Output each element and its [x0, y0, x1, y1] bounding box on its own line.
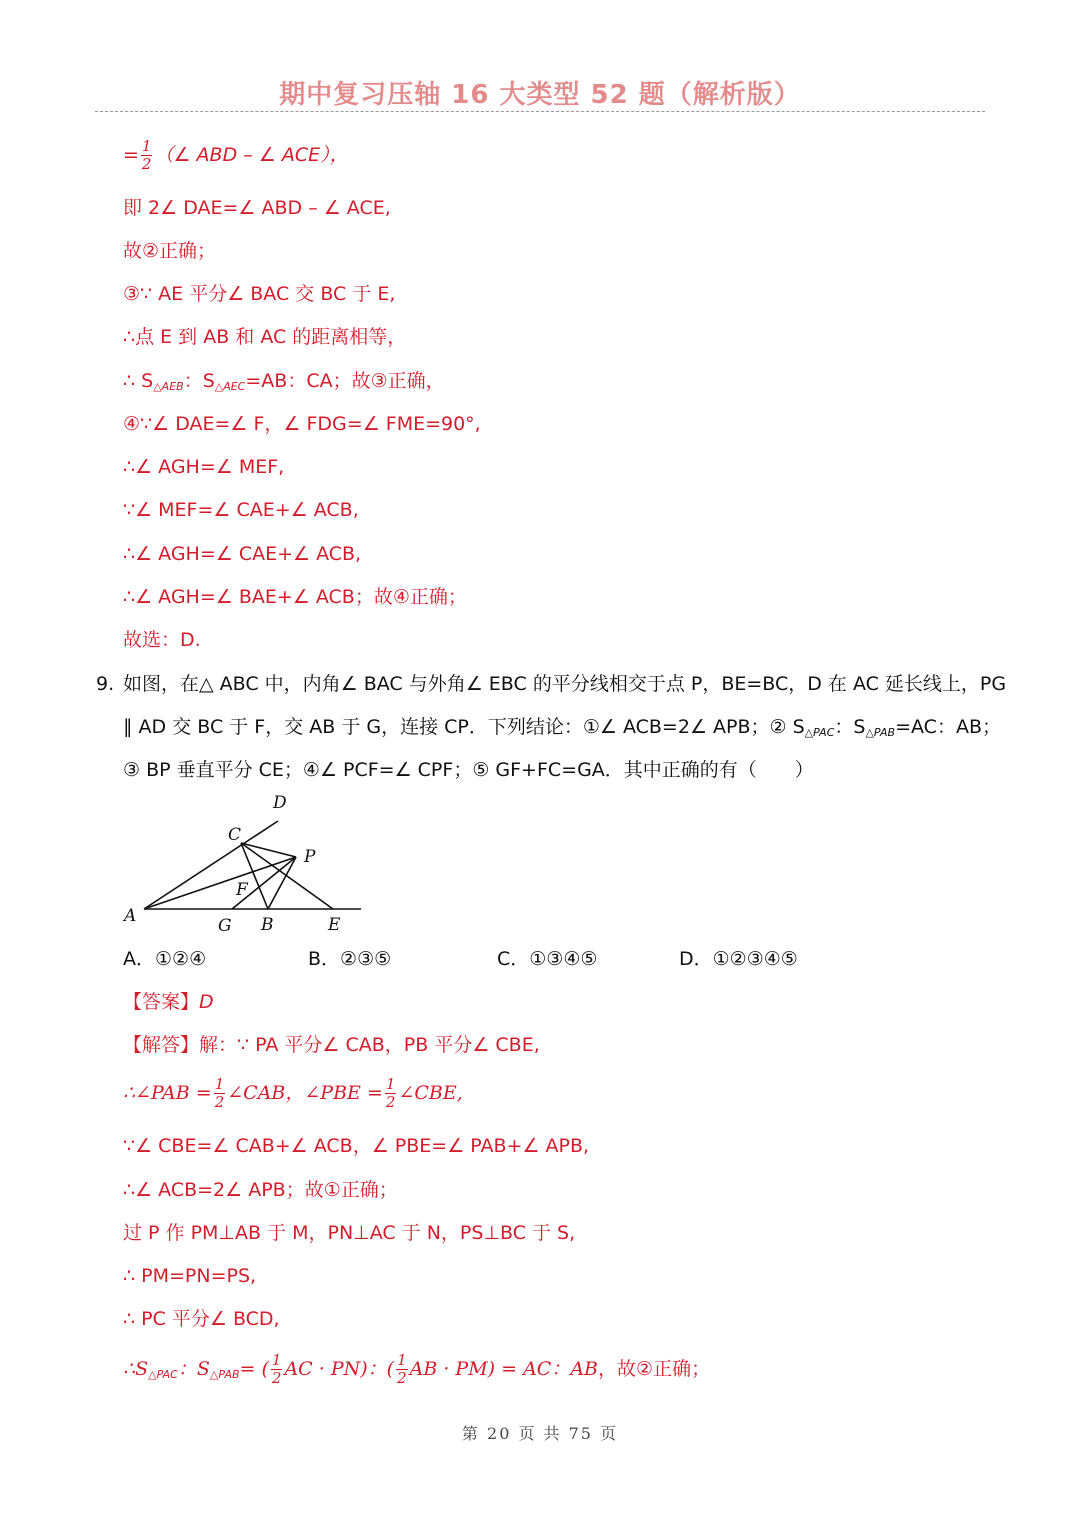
question-line-1: 如图，在△ ABC 中，内角∠ BAC 与外角∠ EBC 的平分线相交于点 P，BE=BC，D 在 AC 延长线上，PG	[123, 673, 1007, 695]
fraction-denominator: 2	[385, 1093, 396, 1111]
choice-b: B．②③⑤	[308, 948, 392, 970]
solution-line-8	[123, 1352, 710, 1388]
equals-sign: =	[123, 144, 139, 166]
text-part: ∴ S	[123, 370, 154, 392]
solution-text: 解：∵ PA 平分∠ CAB，PB 平分∠ CBE,	[199, 1034, 540, 1056]
line-ae-bisect: ③∵ AE 平分∠ BAC 交 BC 于 E,	[123, 283, 396, 305]
subscript: △PAC	[148, 1368, 178, 1381]
line-conclusion-2: 故②正确；	[123, 240, 217, 262]
line-dae-f: ④∵∠ DAE=∠ F，∠ FDG=∠ FME=90°,	[123, 413, 481, 435]
line-agh-cae: ∴∠ AGH=∠ CAE+∠ ACB,	[123, 543, 362, 565]
solution-line-4: ∴∠ ACB=2∠ APB；故①正确；	[123, 1179, 398, 1201]
text-part: AC · PN)：(	[284, 1358, 395, 1380]
label-a: A	[124, 906, 137, 926]
fraction-numerator: 1	[141, 137, 152, 155]
line-area-ratio	[123, 368, 445, 400]
segment-cp	[241, 843, 296, 857]
fraction-half	[396, 1352, 408, 1387]
question-line-3: ③ BP 垂直平分 CE；④∠ PCF=∠ CPF；⑤ GF+FC=GA．其中正确的有（ ）	[123, 759, 814, 781]
page-footer: 第 20 页 共 75 页	[461, 1424, 619, 1443]
answer-label: 【答案】	[123, 991, 200, 1013]
text-part: ∠CBE,	[398, 1082, 463, 1104]
text-part: ∥ AD 交 BC 于 F，交 AB 于 G，连接 CP．下列结论：①∠ ACB=2∠ APB；② S	[123, 716, 805, 738]
text-part: AB · PM) = AC：AB	[409, 1358, 599, 1380]
text-part: ：S	[834, 716, 866, 738]
subscript: △PAB	[865, 726, 896, 739]
choice-a: A．①②④	[123, 948, 207, 970]
label-g: G	[218, 916, 232, 936]
fraction-denominator: 2	[271, 1369, 282, 1387]
fraction-numerator: 1	[214, 1075, 225, 1093]
line-2dae: 即 2∠ DAE=∠ ABD – ∠ ACE,	[123, 197, 391, 219]
text-part: ∴S	[123, 1358, 149, 1380]
subscript: △AEC	[214, 380, 246, 393]
solution-line-3: ∵∠ CBE=∠ CAB+∠ ACB，∠ PBE=∠ PAB+∠ APB,	[123, 1135, 590, 1157]
text-part: ：S	[177, 1358, 210, 1380]
solution-line-7: ∴ PC 平分∠ BCD,	[123, 1308, 280, 1330]
answer-line	[123, 989, 214, 1015]
line-select-d: 故选：D.	[123, 629, 201, 651]
question-number: 9.	[96, 673, 115, 695]
fraction-half	[214, 1076, 226, 1111]
segment-ad	[144, 821, 278, 909]
label-c: C	[228, 825, 242, 845]
answer-value: D	[199, 991, 214, 1013]
fraction-denominator: 2	[141, 155, 152, 173]
line-half-diff	[123, 138, 349, 173]
line-agh-mef: ∴∠ AGH=∠ MEF,	[123, 456, 285, 478]
fraction-denominator: 2	[397, 1369, 407, 1387]
label-f: F	[236, 880, 248, 900]
text-part: ：S	[183, 370, 215, 392]
line-agh-bae: ∴∠ AGH=∠ BAE+∠ ACB；故④正确；	[123, 586, 467, 608]
line-text: （∠ ABD – ∠ ACE），	[154, 144, 349, 166]
solution-line-5: 过 P 作 PM⊥AB 于 M，PN⊥AC 于 N，PS⊥BC 于 S,	[123, 1222, 576, 1244]
text-part: ，故②正确；	[598, 1358, 711, 1380]
label-d: D	[273, 793, 287, 813]
solution-line-2	[123, 1076, 463, 1111]
subscript: △PAC	[804, 726, 835, 739]
solution-label: 【解答】	[123, 1034, 200, 1056]
label-e: E	[328, 915, 341, 935]
fraction-numerator: 1	[385, 1075, 396, 1093]
choice-c: C．①③④⑤	[497, 948, 598, 970]
text-part: =AC：AB；	[895, 716, 1001, 738]
solution-line-1	[123, 1032, 540, 1058]
fraction-numerator: 1	[397, 1351, 407, 1369]
text-part: ∠CAB，∠PBE =	[227, 1082, 383, 1104]
text-part: ∴∠PAB =	[123, 1082, 212, 1104]
fraction-half	[385, 1076, 397, 1111]
segment-ap	[144, 857, 296, 909]
text-part: = (	[239, 1358, 269, 1380]
question-line-2	[123, 714, 1001, 746]
geometry-figure	[118, 788, 368, 938]
line-distance-equal: ∴点 E 到 AB 和 AC 的距离相等，	[123, 326, 407, 348]
solution-line-6: ∴ PM=PN=PS,	[123, 1265, 257, 1287]
label-b: B	[261, 915, 274, 935]
page-header-title: 期中复习压轴 16 大类型 52 题（解析版）	[279, 80, 801, 110]
fraction-half	[141, 138, 153, 173]
choice-d: D．①②③④⑤	[679, 948, 798, 970]
line-mef: ∵∠ MEF=∠ CAE+∠ ACB,	[123, 499, 359, 521]
header-divider	[95, 111, 985, 112]
text-part: =AB：CA；故③正确，	[245, 370, 445, 392]
subscript: △PAB	[209, 1368, 240, 1381]
fraction-numerator: 1	[271, 1351, 282, 1369]
fraction-denominator: 2	[214, 1093, 225, 1111]
subscript: △AEB	[153, 380, 184, 393]
fraction-half	[271, 1352, 283, 1387]
label-p: P	[304, 847, 316, 867]
